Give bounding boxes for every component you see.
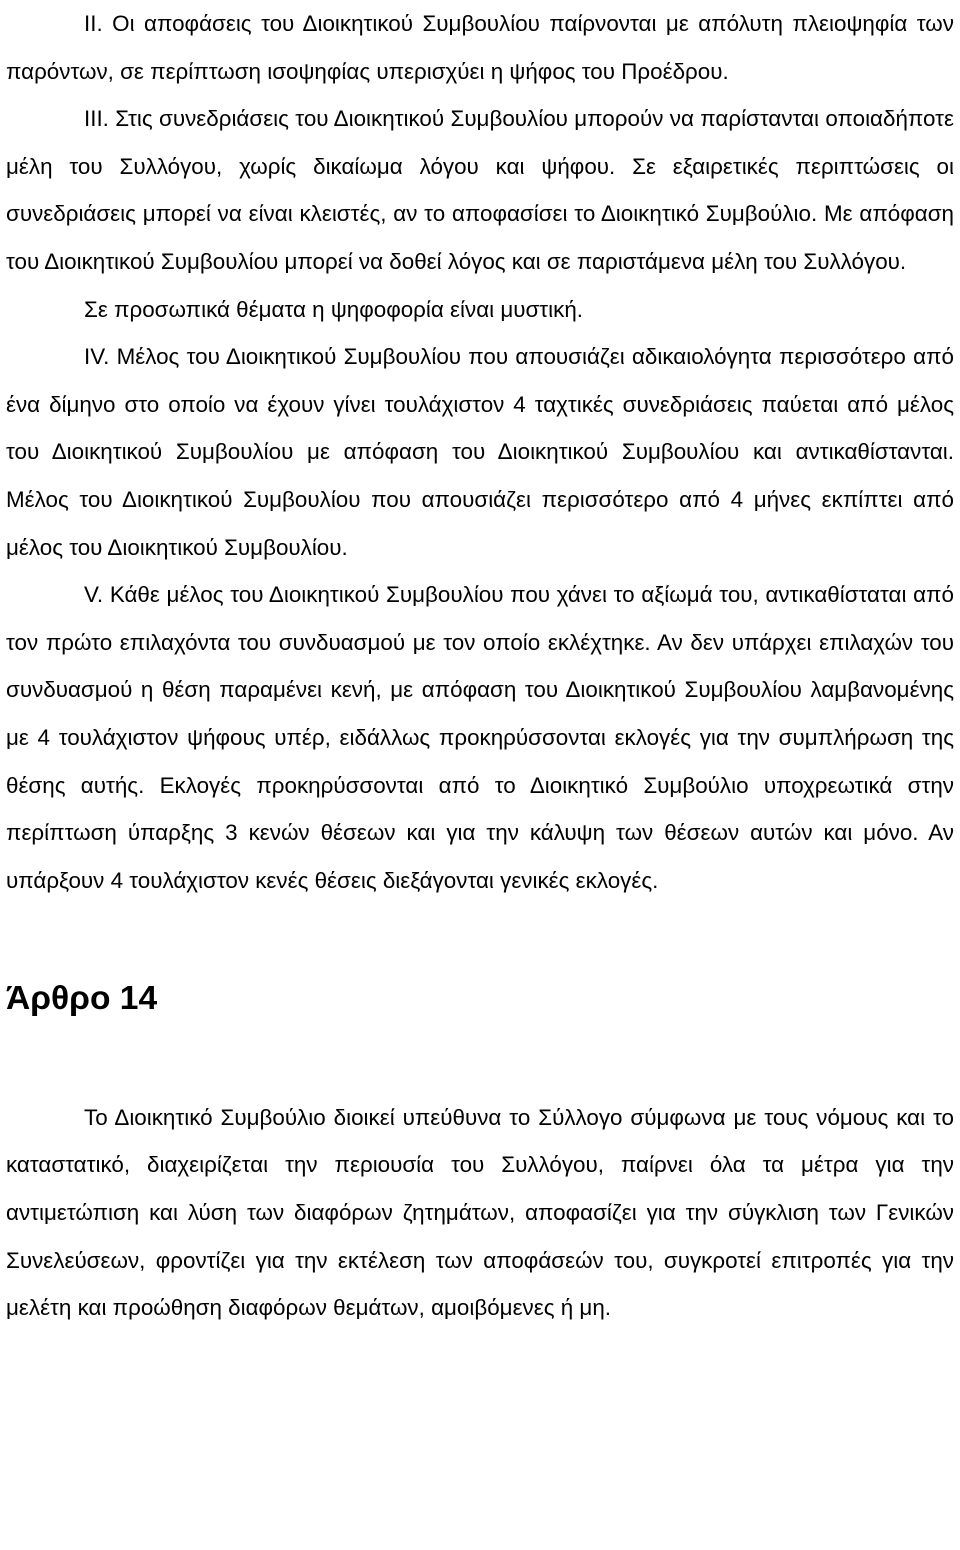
paragraph-numeral: IV. <box>84 344 110 370</box>
paragraph-text: Οι αποφάσεις του Διοικητικού Συμβουλίου παίρνονται με απόλυτη πλειοψηφία των παρόντων, σε περίπτωση ισοψηφίας υπερισχύει η ψήφος του Προέδρου. <box>6 11 954 84</box>
paragraph-extra-sentence: Σε προσωπικά θέματα η ψηφοφορία είναι μυστική. <box>84 296 584 322</box>
paragraph-iv <box>6 333 954 571</box>
spacer <box>6 1023 954 1094</box>
article-body: Το Διοικητικό Συμβούλιο διοικεί υπεύθυνα το Σύλλογο σύμφωνα με τους νόμους και το καταστατικό, διαχειρίζεται την περιουσία του Συλλόγου, παίρνει όλα τα μέτρα για την αντιμετώπιση και λύση των διαφόρων ζητημάτων, αποφασίζει για την σύγκλιση των Γενικών Συνελεύσεων, φροντίζει για την εκτέλεση των αποφάσεών του, συγκροτεί επιτροπές για την μελέτη και προώθηση διαφόρων θεμάτων, αμοιβόμενες ή μη. <box>6 1104 954 1321</box>
paragraph-v <box>6 571 954 904</box>
paragraph-numeral: II. <box>84 11 103 36</box>
paragraph-text: Κάθε μέλος του Διοικητικού Συμβουλίου που χάνει το αξίωμά του, αντικαθίσταται από τον πρώτο επιλαχόντα του συνδυασμού με τον οποίο εκλέχτηκε. Αν δεν υπάρχει επιλαχών του συνδυασμού η θέση παραμένει κενή, με απόφαση του Διοικητικού Συμβουλίου λαμβανομένης με 4 τουλάχιστον ψήφους υπέρ, ειδάλλως προκηρύσσονται εκλογές για την συμπλήρωση της θέσης αυτής. Εκλογές προκηρύσσονται από το Διοικητικό Συμβούλιο υποχρεωτικά στην περίπτωση ύπαρξης 3 κενών θέσεων και για την κάλυψη των θέσεων αυτών και μόνο. Αν υπάρξουν 4 τουλάχιστον κενές θέσεις διεξάγονται γενικές εκλογές. <box>6 582 954 893</box>
spacer <box>6 904 954 975</box>
paragraph-text: Μέλος του Διοικητικού Συμβουλίου που απουσιάζει αδικαιολόγητα περισσότερο από ένα δίμηνο στο οποίο να έχουν γίνει τουλάχιστον 4 ταχτικές συνεδριάσεις παύεται από μέλος του Διοικητικού Συμβουλίου με απόφαση του Διοικητικού Συμβουλίου και αντικαθίστανται. Μέλος του Διοικητικού Συμβουλίου που απουσιάζει περισσότερο από 4 μήνες εκπίπτει από μέλος του Διοικητικού Συμβουλίου. <box>6 344 954 560</box>
paragraph-ii <box>6 0 954 95</box>
paragraph-text: Στις συνεδριάσεις του Διοικητικού Συμβουλίου μπορούν να παρίστανται οποιαδήποτε μέλη του Συλλόγου, χωρίς δικαίωμα λόγου και ψήφου. Σε εξαιρετικές περιπτώσεις οι συνεδριάσεις μπορεί να είναι κλειστές, αν το αποφασίσει το Διοικητικό Συμβούλιο. Με απόφαση του Διοικητικού Συμβουλίου μπορεί να δοθεί λόγος και σε παριστάμενα μέλη του Συλλόγου. <box>6 106 954 274</box>
article-heading: Άρθρο 14 <box>6 980 158 1018</box>
paragraph-numeral: V. <box>84 582 104 608</box>
paragraph-numeral: III. <box>84 106 109 132</box>
paragraph-iii <box>6 95 954 333</box>
document-page <box>6 0 954 1332</box>
